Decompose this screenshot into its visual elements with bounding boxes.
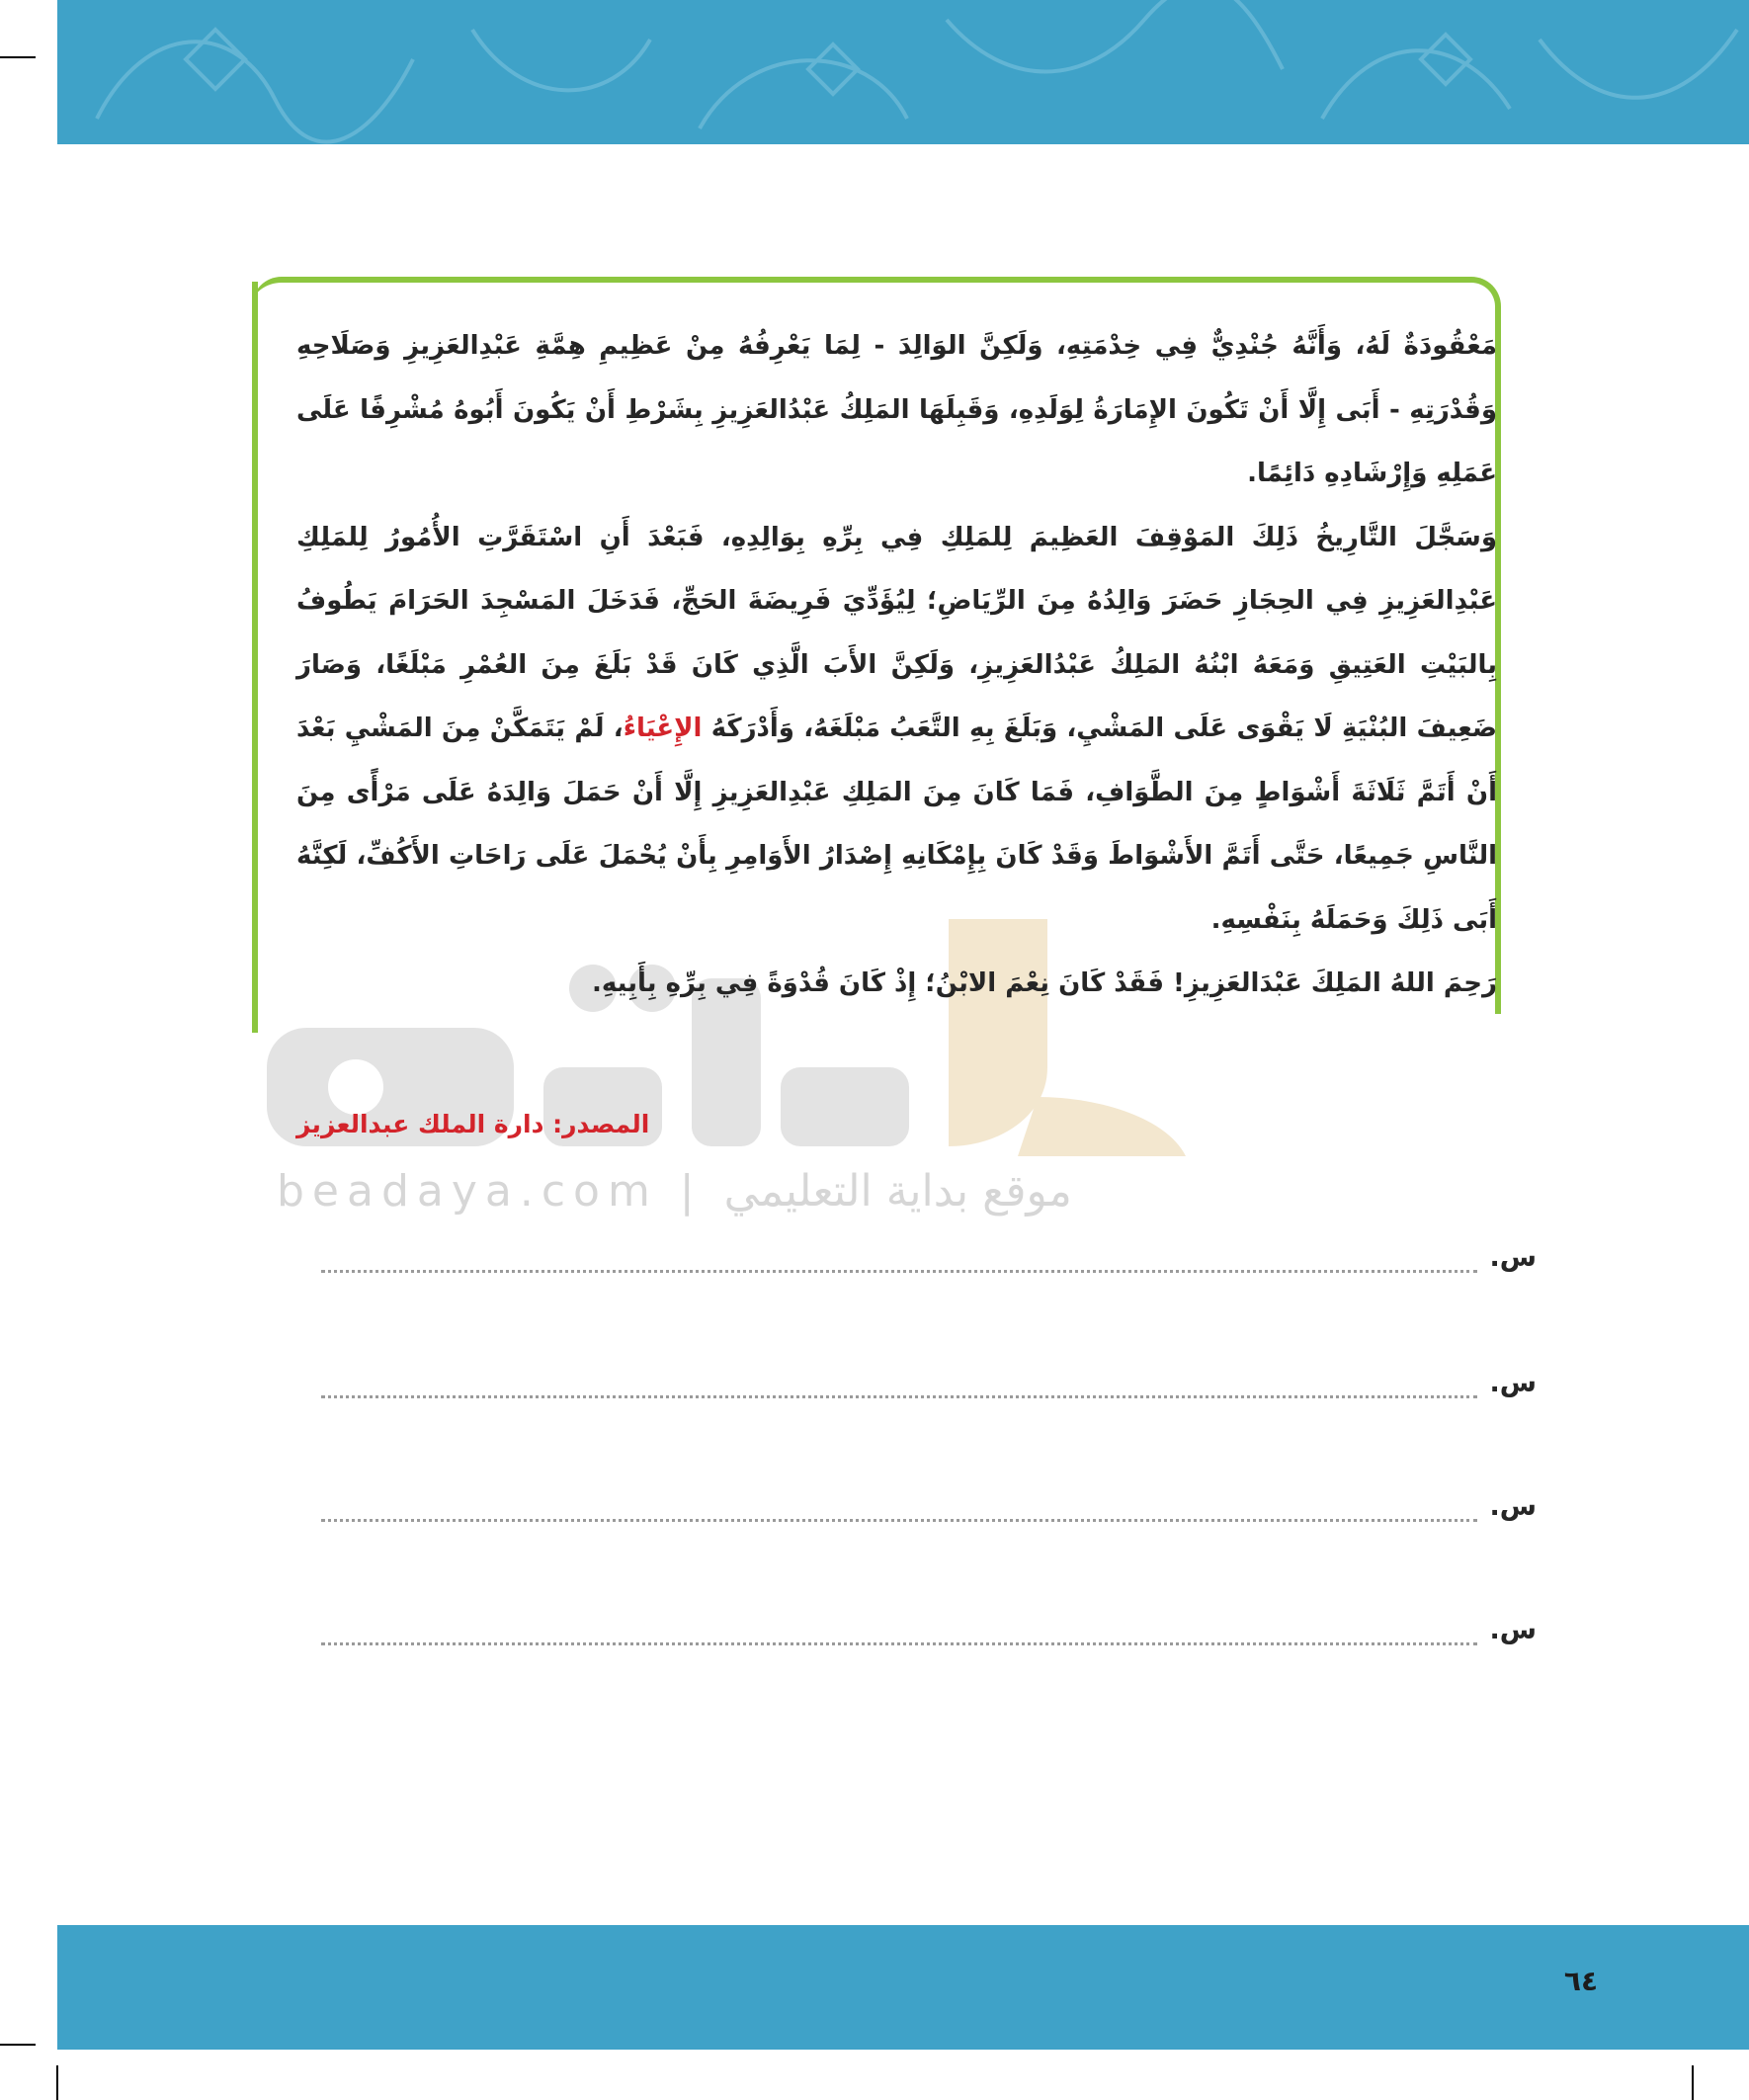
answer-line[interactable] (321, 1642, 1477, 1645)
crop-mark (0, 2044, 36, 2046)
crop-mark (0, 56, 36, 58)
passage-frame-left-edge (252, 282, 258, 1033)
source-citation: المصدر: دارة الملك عبدالعزيز (296, 1110, 650, 1138)
passage-paragraph (296, 506, 1497, 953)
highlighted-word: الإِعْيَاءُ (623, 714, 703, 743)
answer-line[interactable] (321, 1270, 1477, 1273)
question-label: س. (1489, 1242, 1537, 1273)
crop-mark (1692, 2065, 1694, 2100)
footer-band (57, 1925, 1749, 2050)
passage-paragraph: مَعْقُودَةٌ لَهُ، وَأَنَّهُ جُنْدِيٌّ فِي خِدْمَتِهِ، وَلَكِنَّ الوَالِدَ - لِمَا يَعْرِفُهُ مِنْ عَظِيمِ هِمَّةِ عَبْدِالعَزِيزِ وَصَلَاحِهِ وَقُدْرَتِهِ - أَبَى إِلَّا أَنْ تَكُونَ الإِمَارَةُ لِوَلَدِهِ، وَقَبِلَهَا المَلِكُ عَبْدُالعَزِيزِ بِشَرْطِ أَنْ يَكُونَ أَبُوهُ مُشْرِفًا عَلَى عَمَلِهِ وَإِرْشَادِهِ دَائِمًا. (296, 331, 1497, 488)
passage-text: ، لَمْ يَتَمَكَّنْ مِنَ المَشْيِ بَعْدَ أَنْ أَتَمَّ ثَلَاثَةَ أَشْوَاطٍ مِنَ الطَّوَافِ، فَمَا كَانَ مِنَ المَلِكِ عَبْدِالعَزِيزِ إِلَّا أَنْ حَمَلَ وَالِدَهُ عَلَى مَرْأًى مِنَ النَّاسِ جَمِيعًا، حَتَّى أَتَمَّ الأَشْوَاطَ وَقَدْ كَانَ بِإِمْكَانِهِ إِصْدَارُ الأَوَامِرِ بِأَنْ يُحْمَلَ عَلَى رَاحَاتِ الأَكُفِّ، لَكِنَّهُ أَبَى ذَلِكَ وَحَمَلَهُ بِنَفْسِهِ. (296, 714, 1497, 935)
question-row[interactable] (311, 1368, 1537, 1407)
header-band (57, 0, 1749, 144)
question-row[interactable] (311, 1615, 1537, 1654)
crop-mark (56, 2065, 58, 2100)
answer-line[interactable] (321, 1395, 1477, 1398)
passage-paragraph: رَحِمَ اللهُ المَلِكَ عَبْدَالعَزِيزِ! فَقَدْ كَانَ نِعْمَ الابْنُ؛ إِذْ كَانَ قُدْوَةً فِي بِرِّهِ بِأَبِيهِ. (592, 968, 1497, 998)
reading-passage (296, 314, 1497, 1016)
question-label: س. (1489, 1615, 1537, 1645)
question-row[interactable] (311, 1242, 1537, 1282)
calligraphy-pattern (57, 0, 1749, 144)
page-number: ٦٤ (1563, 1965, 1599, 1997)
question-label: س. (1489, 1368, 1537, 1398)
watermark-site: beadaya.com | موقع بداية التعليمي (277, 1166, 1072, 1217)
passage-text: وَسَجَّلَ التَّارِيخُ ذَلِكَ المَوْقِفَ العَظِيمَ لِلمَلِكِ فِي بِرِّهِ بِوَالِدِهِ، فَبَعْدَ أَنِ اسْتَقَرَّتِ الأُمُورُ لِلمَلِكِ عَبْدِالعَزِيزِ فِي الحِجَازِ حَضَرَ وَالِدُهُ مِنَ الرِّيَاضِ؛ لِيُؤَدِّيَ فَرِيضَةَ الحَجِّ، فَدَخَلَ المَسْجِدَ الحَرَامَ يَطُوفُ بِالبَيْتِ العَتِيقِ وَمَعَهُ ابْنُهُ المَلِكُ عَبْدُالعَزِيزِ، وَلَكِنَّ الأَبَ الَّذِي كَانَ قَدْ بَلَغَ مِنَ العُمْرِ مَبْلَغًا، وَصَارَ ضَعِيفَ البُنْيَةِ لَا يَقْوَى عَلَى المَشْيِ، وَبَلَغَ بِهِ التَّعَبُ مَبْلَغَهُ، وَأَدْرَكَهُ (296, 522, 1497, 743)
answer-line[interactable] (321, 1519, 1477, 1522)
question-row[interactable] (311, 1491, 1537, 1531)
question-label: س. (1489, 1491, 1537, 1522)
